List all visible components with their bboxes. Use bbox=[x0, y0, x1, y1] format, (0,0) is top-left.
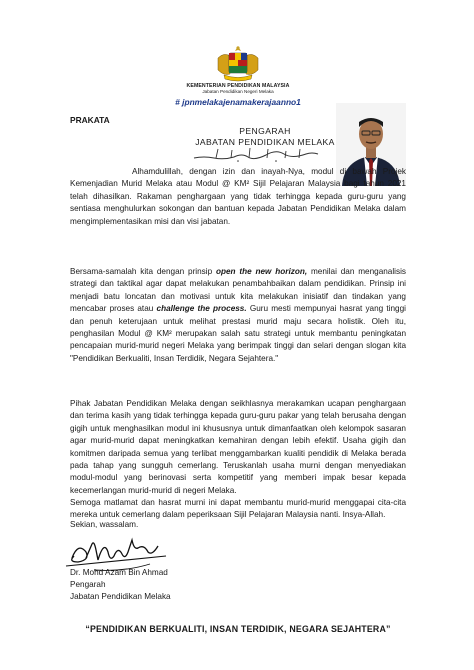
closing-text: Sekian, wassalam. bbox=[70, 520, 139, 529]
title-line-2: JABATAN PENDIDIKAN MELAKA bbox=[195, 137, 335, 147]
paragraph-2-text-a: Bersama-samalah kita dengan prinsip bbox=[70, 267, 216, 276]
bismillah-calligraphy-icon bbox=[188, 145, 324, 165]
section-label: PRAKATA bbox=[70, 115, 110, 125]
ministry-name: KEMENTERIAN PENDIDIKAN MALAYSIA bbox=[186, 83, 290, 89]
paragraph-2 bbox=[70, 266, 406, 365]
open-the-new-horizon-emphasis: open the new horizon, bbox=[215, 267, 308, 276]
malaysia-coat-of-arms-icon bbox=[212, 44, 264, 84]
paragraph-4: Semoga matlamat dan hasrat murni ini dapat membantu murid-murid menggapai cita-cita mereka untuk cemerlang dalam peperiksaan Sijil Pelajaran Malaysia nanti. Insya-Allah. bbox=[70, 498, 406, 520]
paragraph-3: Pihak Jabatan Pendidikan Melaka dengan seikhlasnya merakamkan ucapan penghargaan dan terima kasih yang tidak terhingga kepada guru-guru pakar yang telah berusaha dengan gigih untuk menghasilkan modul ini khususnya untuk dimanfaatkan oleh kelompok sasaran agar murid-murid dapat meningkatkan kemahiran dengan lebih efektif. Usaha gigih dan komitmen daripada semua yang terlibat menggambarkan kualiti pendidik di Melaka berada pada tahap yang sungguh cemerlang. Teruskanlah usaha murni dengan menyediakan modul-modul yang berinovasi serta kompetitif yang memberi impak besar kepada kecemerlangan murid-murid di negeri Melaka. bbox=[70, 399, 406, 495]
paragraph-1: Alhamdulillah, dengan izin dan inayah-Nya, modul di bawah Projek Kemenjadian Murid Melaka atau Modul @ KM² Sijil Pelajaran Malaysia bagi tahun 2021 telah dihasilkan. Rakaman penghargaan yang tidak terhingga kepada guru-guru yang sentiasa menghulurkan sokongan dan bantuan kepada Jabatan Pendidikan Melaka dalam mengimplementasikan misi dan visi jabatan. bbox=[70, 167, 406, 226]
signatory-name: Dr. Mohd Azam Bin Ahmad bbox=[70, 568, 168, 577]
signatory-office: Jabatan Pendidikan Melaka bbox=[70, 592, 171, 601]
hashtag: # jpnmelakajenamakerajaanno1 bbox=[175, 97, 301, 107]
signatory-position: Pengarah bbox=[70, 580, 106, 589]
department-name: Jabatan Pendidikan Negeri Melaka bbox=[202, 89, 274, 94]
slogan-footer: “PENDIDIKAN BERKUALITI, INSAN TERDIDIK, NEGARA SEJAHTERA” bbox=[85, 624, 391, 634]
paragraph-2-text-e: Guru mesti mempunyai hasrat yang tinggi dan penuh keterujaan untuk melihat prestasi murid maju secara holistik. Oleh itu, penghasilan Modul @ KM² merupakan salah satu strategi untuk membantu peningkatan pencapaian murid-murid negeri Melaka yang berimpak tinggi dan selari dengan slogan kita "Pendidikan Berkualiti, Insan Terdidik, Negara Sejahtera." bbox=[70, 304, 406, 363]
paragraph-2-text-c: menilai dan menganalisis strategi dan taktikal agar dapat melakukan penambahbaikan dalam pendidikan. Prinsip ini menjadi batu loncatan dan motivasi untuk kita melakukan inisiatif dan tindakan yang mencabar proses atau bbox=[70, 267, 407, 314]
challenge-the-process-emphasis: challenge the process. bbox=[156, 304, 247, 314]
title-line-1: PENGARAH bbox=[239, 126, 291, 136]
signatory-block bbox=[70, 567, 171, 603]
